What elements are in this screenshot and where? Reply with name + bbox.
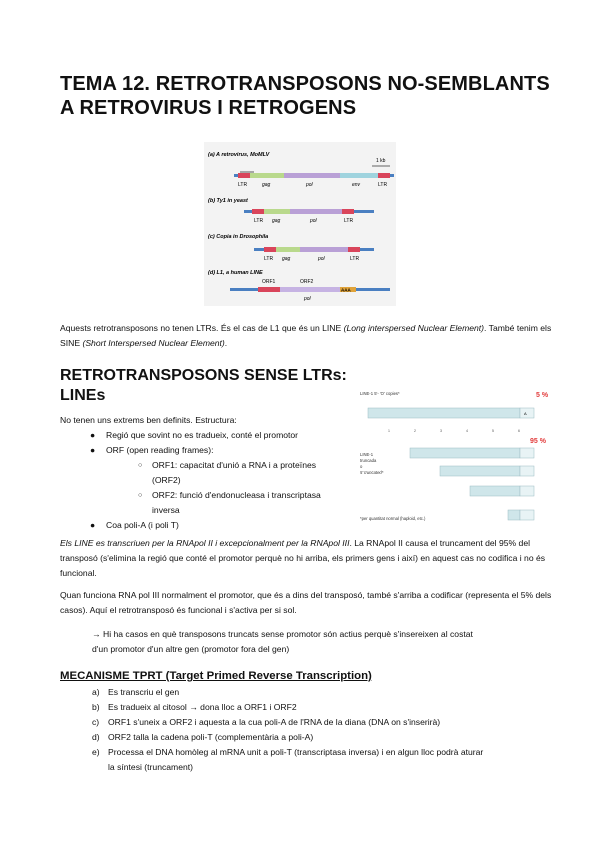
step-text: Es tradueix al citosol → dona lloc a ORF1 i ORF2: [108, 702, 297, 712]
intro-paragraph: [60, 321, 552, 351]
intro-italic-2: (Short Interspersed Nuclear Element): [82, 338, 225, 348]
fig1-c-gene-3: pol: [318, 256, 325, 262]
retroelement-structure-figure: [204, 142, 396, 306]
fig1-b-gene-1: LTR: [254, 218, 264, 224]
page-title: [60, 72, 560, 120]
note-line-2: d'un promotor d'un altre gen (promotor fora del gen): [92, 644, 290, 654]
list-item: [92, 745, 554, 775]
note-line-1: → Hi ha casos en què transposons truncats sense promotor són actius perquè s'insereixen al costat: [92, 629, 473, 639]
fig1-d-orf2: ORF2: [300, 279, 314, 285]
list-item-text: ORF1: capacitat d'unió a RNA i a proteïnes: [152, 460, 317, 470]
fig1-b-gene-3: pol: [310, 218, 317, 224]
step-letter: c): [92, 717, 100, 727]
fig2-tick-1: 1: [388, 429, 390, 433]
fig1-d-pol-label: pol: [304, 296, 311, 302]
truncated-note: [92, 627, 554, 657]
orf-sublist: [138, 458, 356, 518]
title-line-2: A RETROVIRUS I RETROGENS: [60, 97, 357, 119]
fig1-a-ltr2: [378, 173, 390, 178]
fig2-truncated-3: [470, 486, 520, 496]
fig1-c-label: (c) Copia in Drosophila: [208, 234, 269, 240]
fig1-b-gag: [264, 209, 290, 214]
structure-list: [90, 428, 356, 533]
fig2-percent-95: 95 %: [530, 438, 546, 445]
intro-text-2: . També tenim els SINE: [60, 323, 552, 348]
fig1-c-ltr2: [348, 247, 360, 252]
intro-text-1: Aquests retrotransposons no tenen LTRs. És el cas de L1 que és un LINE: [60, 323, 344, 333]
step-text: Processa el DNA homòleg al mRNA unit a poli-T (transcriptasa inversa) i en algun lloc podrà aturar: [108, 747, 484, 757]
list-item: [92, 700, 554, 715]
fig1-a-gene-3: pol: [306, 182, 313, 188]
transcription-italic: Els LINE es transcriuen per la RNApol II i excepcionalment per la RNApol III: [60, 538, 350, 548]
fig1-d-orf2-box: [280, 287, 340, 292]
step-text-cont: la síntesi (truncament): [108, 762, 194, 772]
fig1-c-gag: [276, 247, 300, 252]
fig2-full-tail: [520, 408, 534, 418]
tprt-heading: MECANISME TPRT (Target Primed Reverse Transcription): [60, 670, 372, 682]
tprt-steps: [92, 685, 554, 775]
step-letter: d): [92, 732, 100, 742]
fig1-d-aaa-label: AAA: [341, 287, 351, 293]
fig1-a-gene-5: LTR: [378, 182, 388, 188]
step-letter: b): [92, 702, 100, 712]
fig1-a-pol: [284, 173, 340, 178]
fig1-a-gene-2: gag: [262, 182, 271, 188]
section-heading-lines: [60, 366, 360, 406]
transcription-text: . La RNApol II causa el truncament del 95% del transposó (s'elimina la regió que conté el promotor perquè no hi arriba, els primers gens i així) en aquest cas no codifica i no és funcional.: [60, 538, 546, 578]
list-item: [90, 518, 356, 533]
fig1-a-label: (a) A retrovirus, MoMLV: [208, 152, 270, 158]
fig1-a-env: [340, 173, 378, 178]
fig2-tick-3: 3: [440, 429, 442, 433]
fig1-c-ltr1: [264, 247, 276, 252]
fig2-tail-label: A: [524, 411, 527, 416]
fig2-full-element: [368, 408, 520, 418]
fig1-b-ltr1: [252, 209, 264, 214]
fig1-a-gene-1: LTR: [238, 182, 248, 188]
fig1-d-orf1-box: [258, 287, 280, 292]
circle-bullet-icon: ○: [138, 462, 143, 469]
fig2-tick-5: 5: [492, 429, 494, 433]
list-item-text: ORF (open reading frames):: [106, 445, 214, 455]
fig2-truncated-1: [410, 448, 520, 458]
section-heading-line-2: LINEs: [60, 387, 106, 404]
title-line-1: TEMA 12. RETROTRANSPOSONS NO-SEMBLANTS: [60, 73, 550, 95]
step-letter: a): [92, 687, 100, 697]
rnapol3-paragraph: Quan funciona RNA pol III normalment el promotor, que és a dins del transposó, també s'arriba a codificar (representa el 5% dels casos). Aquí el retrotransposó és funcional i s'activa per si sol.: [60, 590, 552, 615]
fig2-tick-4: 4: [466, 429, 468, 433]
fig2-tick-2: 2: [414, 429, 416, 433]
fig1-a-gag: [250, 173, 284, 178]
list-item: [138, 458, 356, 488]
transcription-paragraph: [60, 536, 552, 581]
section-lines-body: [60, 413, 356, 533]
fig2-truncated-3-tail: [520, 486, 534, 496]
circle-bullet-icon: ○: [138, 492, 143, 499]
list-item: [90, 443, 356, 518]
fig1-b-ltr2: [342, 209, 354, 214]
fig2-side-3: o: [360, 464, 363, 469]
fig2-tick-6: 6: [518, 429, 520, 433]
list-item: [138, 488, 356, 518]
fig1-c-pol: [300, 247, 348, 252]
fig1-b-gene-4: LTR: [344, 218, 354, 224]
fig1-b-pol: [290, 209, 342, 214]
bullet-icon: ●: [90, 430, 96, 440]
bullet-icon: ●: [90, 445, 96, 455]
fig1-c-gene-2: gag: [282, 256, 291, 262]
fig2-side-1: LINE-1: [360, 452, 374, 457]
step-text: Es transcriu el gen: [108, 687, 180, 697]
fig2-truncated-2: [440, 466, 520, 476]
line1-truncation-figure: [358, 386, 552, 526]
section-lines-lead: No tenen uns extrems ben definits. Estructura:: [60, 415, 237, 425]
list-item-text: Regió que sovint no es tradueix, conté el promotor: [106, 430, 299, 440]
fig2-percent-5: 5 %: [536, 392, 549, 399]
fig1-c-gene-1: LTR: [264, 256, 274, 262]
bullet-icon: ●: [90, 520, 96, 530]
fig1-scale-label: 1 kb: [376, 158, 386, 164]
fig1-a-gene-4: env: [352, 182, 361, 188]
list-item: [90, 428, 356, 443]
fig2-top-label: LINE-1 5'- 'O' copies*: [360, 391, 400, 396]
intro-text-3: .: [224, 338, 228, 348]
step-letter: e): [92, 747, 100, 757]
section-heading-line-1: RETROTRANSPOSONS SENSE LTRs:: [60, 367, 347, 384]
fig2-bottom-label: *per quantitat normal (haploid, etc.): [360, 516, 426, 521]
fig1-d-label: (d) L1, a human LINE: [208, 270, 263, 276]
fig1-d-orf1: ORF1: [262, 279, 276, 285]
list-item-text: Coa poli-A (i poli T): [106, 520, 179, 530]
fig2-side-4: 5' truncated*: [360, 470, 384, 475]
list-item-text: (ORF2): [152, 475, 181, 485]
fig2-truncated-1-tail: [520, 448, 534, 458]
list-item-text: ORF2: funció d'endonucleasa i transcriptasa: [152, 490, 321, 500]
list-item-text: inversa: [152, 505, 180, 515]
fig2-truncated-4-tail: [520, 510, 534, 520]
step-text: ORF1 s'uneix a ORF2 i aquesta a la cua poli-A de l'RNA de la diana (DNA on s'inserirà): [108, 717, 441, 727]
fig1-b-gene-2: gag: [272, 218, 281, 224]
fig1-a-ltr1: [238, 173, 250, 178]
list-item: [92, 730, 554, 745]
fig1-b-label: (b) Ty1 in yeast: [208, 198, 248, 204]
list-item: [92, 685, 554, 700]
fig1-c-gene-4: LTR: [350, 256, 360, 262]
fig2-truncated-2-tail: [520, 466, 534, 476]
fig2-truncated-4: [508, 510, 520, 520]
list-item: [92, 715, 554, 730]
step-text: ORF2 talla la cadena poli-T (complementària a poli-A): [108, 732, 314, 742]
fig2-side-2: truncada: [360, 458, 377, 463]
intro-italic-1: (Long interspersed Nuclear Element): [343, 323, 485, 333]
